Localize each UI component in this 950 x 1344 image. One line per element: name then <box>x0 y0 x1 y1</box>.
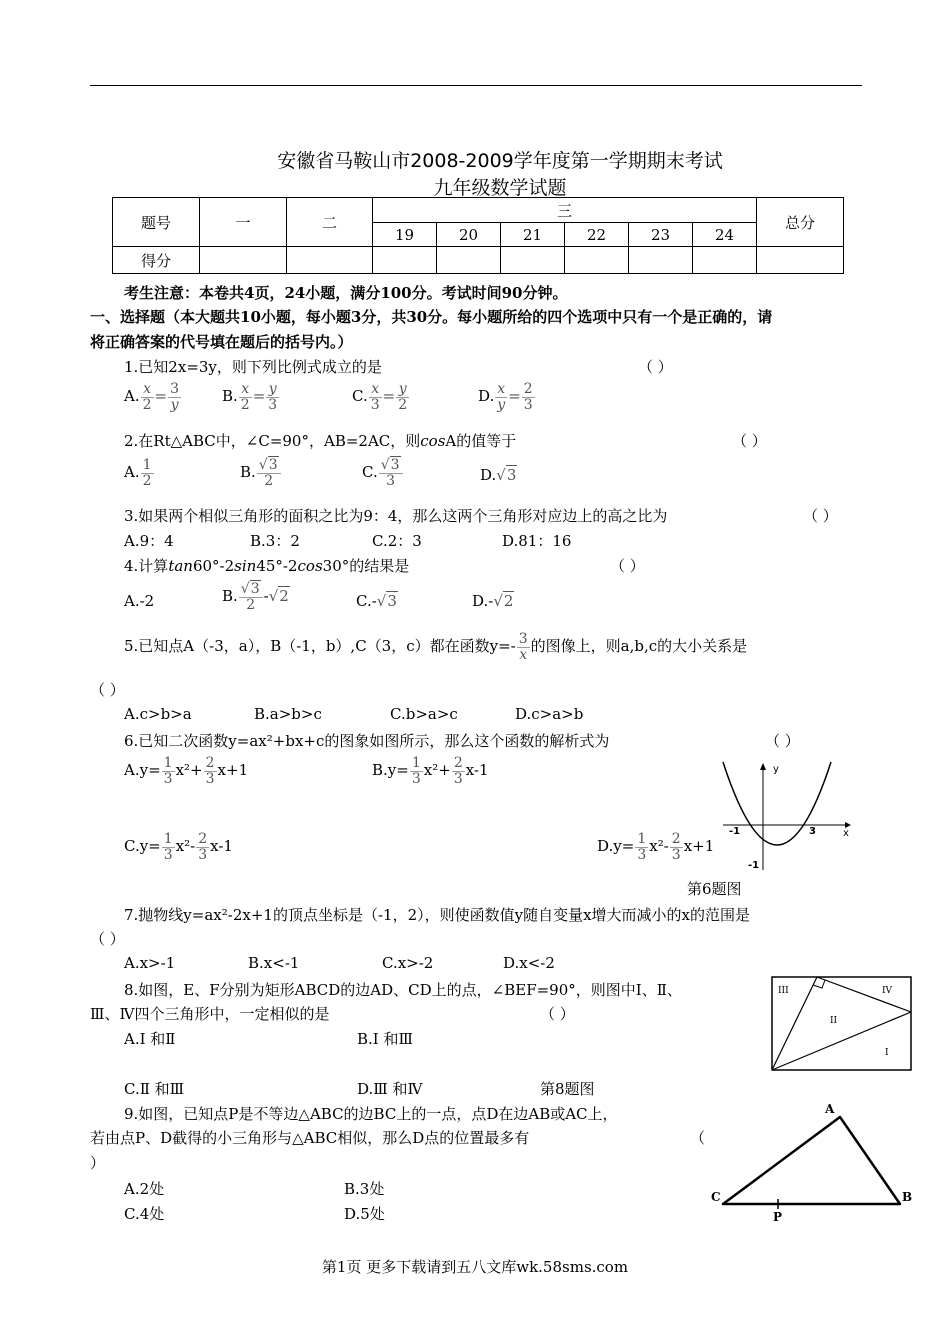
score-table-question-header: 题号 <box>113 198 200 247</box>
q3-option-d: D.81：16 <box>502 532 572 550</box>
q9-option-a: A.2处 <box>124 1180 165 1198</box>
q4-option-c: C.-√3 <box>356 592 397 610</box>
q4-stem: 4.计算tan60°-2sin45°-2cos30°的结果是 <box>124 557 410 575</box>
q8-option-d: D.Ⅲ 和Ⅳ <box>357 1080 423 1098</box>
q3-option-b: B.3：2 <box>250 532 300 550</box>
segment-ef <box>817 977 911 1012</box>
q8-option-b: B.Ⅰ 和Ⅲ <box>357 1030 413 1048</box>
score-table-sub: 22 <box>565 223 629 247</box>
q6-stem: 6.已知二次函数y=ax²+bx+c的图象如图所示，那么这个函数的解析式为 <box>124 732 610 750</box>
q6-option-b: B.y= $\frac{1}{3}$ x²+ $\frac{2}{3}$ x-1 <box>372 755 489 787</box>
fig6-caption: 第6题图 <box>687 880 742 898</box>
section-heading-cont: 将正确答案的代号填在题后的括号内。） <box>90 333 353 351</box>
q5-option-d: D.c>a>b <box>515 705 584 723</box>
fig8-label-iv: IV <box>882 986 893 996</box>
y-axis-arrow <box>760 763 766 770</box>
fig8-caption: 第8题图 <box>540 1080 595 1098</box>
fig9-label-b: B <box>902 1190 913 1204</box>
q5-option-a: A.c>b>a <box>124 705 192 723</box>
score-table-col-2: 二 <box>287 198 373 247</box>
score-table-sub: 21 <box>501 223 565 247</box>
top-rule <box>90 85 862 86</box>
q4-option-a: A.-2 <box>124 592 155 610</box>
score-table-col-1: 一 <box>200 198 287 247</box>
q5-bracket: （ ） <box>90 681 125 699</box>
score-table-sub: 20 <box>437 223 501 247</box>
score-table-total: 总分 <box>757 198 844 247</box>
q5-stem: 5.已知点A（-3，a），B（-1，b）,C（3，c）都在函数y=- $\frac{3}{x}$ 的图像上，则a,b,c的大小关系是 <box>124 631 748 663</box>
q4-option-d: D.-√2 <box>472 592 514 610</box>
q1-option-a: A. $\frac{x}{2}$ = $\frac{3}{y}$ <box>124 381 180 413</box>
score-cell <box>373 247 437 274</box>
exam-notice: 考生注意：本卷共4页，24小题，满分100分。考试时间90分钟。 <box>124 284 568 302</box>
score-cell <box>437 247 501 274</box>
score-cell <box>629 247 693 274</box>
q6-option-d: D.y= $\frac{1}{3}$ x²- $\frac{2}{3}$ x+1 <box>597 831 715 863</box>
q7-option-a: A.x>-1 <box>124 954 176 972</box>
q7-option-d: D.x<-2 <box>503 954 555 972</box>
score-cell <box>287 247 373 274</box>
fig9-label-p: P <box>773 1210 783 1224</box>
fig6-label-neg1: -1 <box>729 826 741 837</box>
q8-bracket: （ ） <box>540 1005 575 1023</box>
triangle-figure <box>705 1100 920 1224</box>
q9-option-d: D.5处 <box>344 1205 385 1223</box>
q6-bracket: （ ） <box>765 732 800 750</box>
q2-option-c: C. $\frac{√3}{3}$ <box>362 458 404 488</box>
fig9-label-c: C <box>711 1190 721 1204</box>
q7-stem: 7.抛物线y=ax²-2x+1的顶点坐标是（-1，2），则使函数值y随自变量x增大而减小的x的范围是 <box>124 906 751 924</box>
q4-option-b: B. $\frac{√3}{2}$ -√2 <box>222 581 289 613</box>
triangle-abc <box>723 1117 900 1204</box>
q8-option-a: A.Ⅰ 和Ⅱ <box>124 1030 176 1048</box>
q7-bracket: （ ） <box>90 930 125 948</box>
q1-option-b: B. $\frac{x}{2}$ = $\frac{y}{3}$ <box>222 381 278 413</box>
exam-subtitle: 九年级数学试题 <box>433 177 567 199</box>
fig8-label-iii: III <box>778 986 789 996</box>
score-cell <box>501 247 565 274</box>
segment-bf <box>772 1012 911 1070</box>
score-table-score-label: 得分 <box>113 247 200 274</box>
q9-option-b: B.3处 <box>344 1180 385 1198</box>
q4-bracket: （ ） <box>610 557 645 575</box>
score-cell <box>693 247 757 274</box>
q9-stem: 9.如图，已知点P是不等边△ABC的边BC上的一点，点D在边AB或AC上， <box>124 1105 618 1123</box>
score-table <box>112 197 844 274</box>
fig8-label-i: I <box>885 1048 889 1058</box>
q1-option-c: C. $\frac{x}{3}$ = $\frac{y}{2}$ <box>352 381 408 413</box>
score-cell <box>565 247 629 274</box>
q2-option-a: A. $\frac{1}{2}$ <box>124 457 152 489</box>
score-table-sub: 23 <box>629 223 693 247</box>
q3-option-c: C.2：3 <box>372 532 422 550</box>
q8-option-c: C.Ⅱ 和Ⅲ <box>124 1080 185 1098</box>
score-cell <box>757 247 844 274</box>
q9-bracket-close: ） <box>90 1154 106 1172</box>
page-footer: 第1页 更多下载请到五八文库wk.58sms.com <box>321 1258 629 1276</box>
fig9-label-a: A <box>825 1102 835 1116</box>
fig8-label-ii: II <box>830 1016 838 1026</box>
fig6-label-neg1-y: -1 <box>748 860 760 871</box>
score-table-col-3: 三 <box>373 198 757 223</box>
q3-bracket: （ ） <box>803 507 838 525</box>
section-heading: 一、选择题（本大题共10小题，每小题3分，共30分。每小题所给的四个选项中只有一个是正确的，请 <box>90 308 773 326</box>
parabola-figure <box>715 758 855 876</box>
score-table-sub: 24 <box>693 223 757 247</box>
q9-stem-cont: 若由点P、D截得的小三角形与△ABC相似，那么D点的位置最多有 <box>90 1129 530 1147</box>
q7-option-b: B.x<-1 <box>248 954 300 972</box>
q2-stem: 2.在Rt△ABC中，∠C=90°，AB=2AC，则cosA的值等于 <box>124 432 517 450</box>
fig6-label-x: x <box>843 828 849 839</box>
q1-bracket: （ ） <box>638 358 673 376</box>
q1-stem: 1.已知2x=3y，则下列比例式成立的是 <box>124 358 382 376</box>
q6-option-c: C.y= $\frac{1}{3}$ x²- $\frac{2}{3}$ x-1 <box>124 831 233 863</box>
q9-bracket-open: （ <box>690 1129 706 1147</box>
q8-stem: 8.如图，E、F分别为矩形ABCD的边AD、CD上的点，∠BEF=90°，则图中Ⅰ、Ⅱ、 <box>124 981 682 999</box>
q6-option-a: A.y= $\frac{1}{3}$ x²+ $\frac{2}{3}$ x+1 <box>124 755 249 787</box>
fig6-label-3: 3 <box>809 826 816 837</box>
q2-option-b: B. $\frac{√3}{2}$ <box>240 458 282 488</box>
q5-option-b: B.a>b>c <box>254 705 322 723</box>
q2-option-d: D.√3 <box>480 466 517 484</box>
q3-option-a: A.9：4 <box>124 532 174 550</box>
score-cell <box>200 247 287 274</box>
q2-bracket: （ ） <box>732 432 767 450</box>
rectangle-figure <box>770 975 915 1073</box>
q7-option-c: C.x>-2 <box>382 954 434 972</box>
q8-stem-cont: Ⅲ、Ⅳ四个三角形中，一定相似的是 <box>90 1005 330 1023</box>
q5-option-c: C.b>a>c <box>390 705 458 723</box>
q3-stem: 3.如果两个相似三角形的面积之比为9：4，那么这两个三角形对应边上的高之比为 <box>124 507 668 525</box>
q1-option-d: D. $\frac{x}{y}$ = $\frac{2}{3}$ <box>478 381 533 413</box>
exam-title: 安徽省马鞍山市2008-2009学年度第一学期期末考试 <box>277 150 723 172</box>
fig6-label-y: y <box>773 764 779 775</box>
q9-option-c: C.4处 <box>124 1205 165 1223</box>
score-table-sub: 19 <box>373 223 437 247</box>
